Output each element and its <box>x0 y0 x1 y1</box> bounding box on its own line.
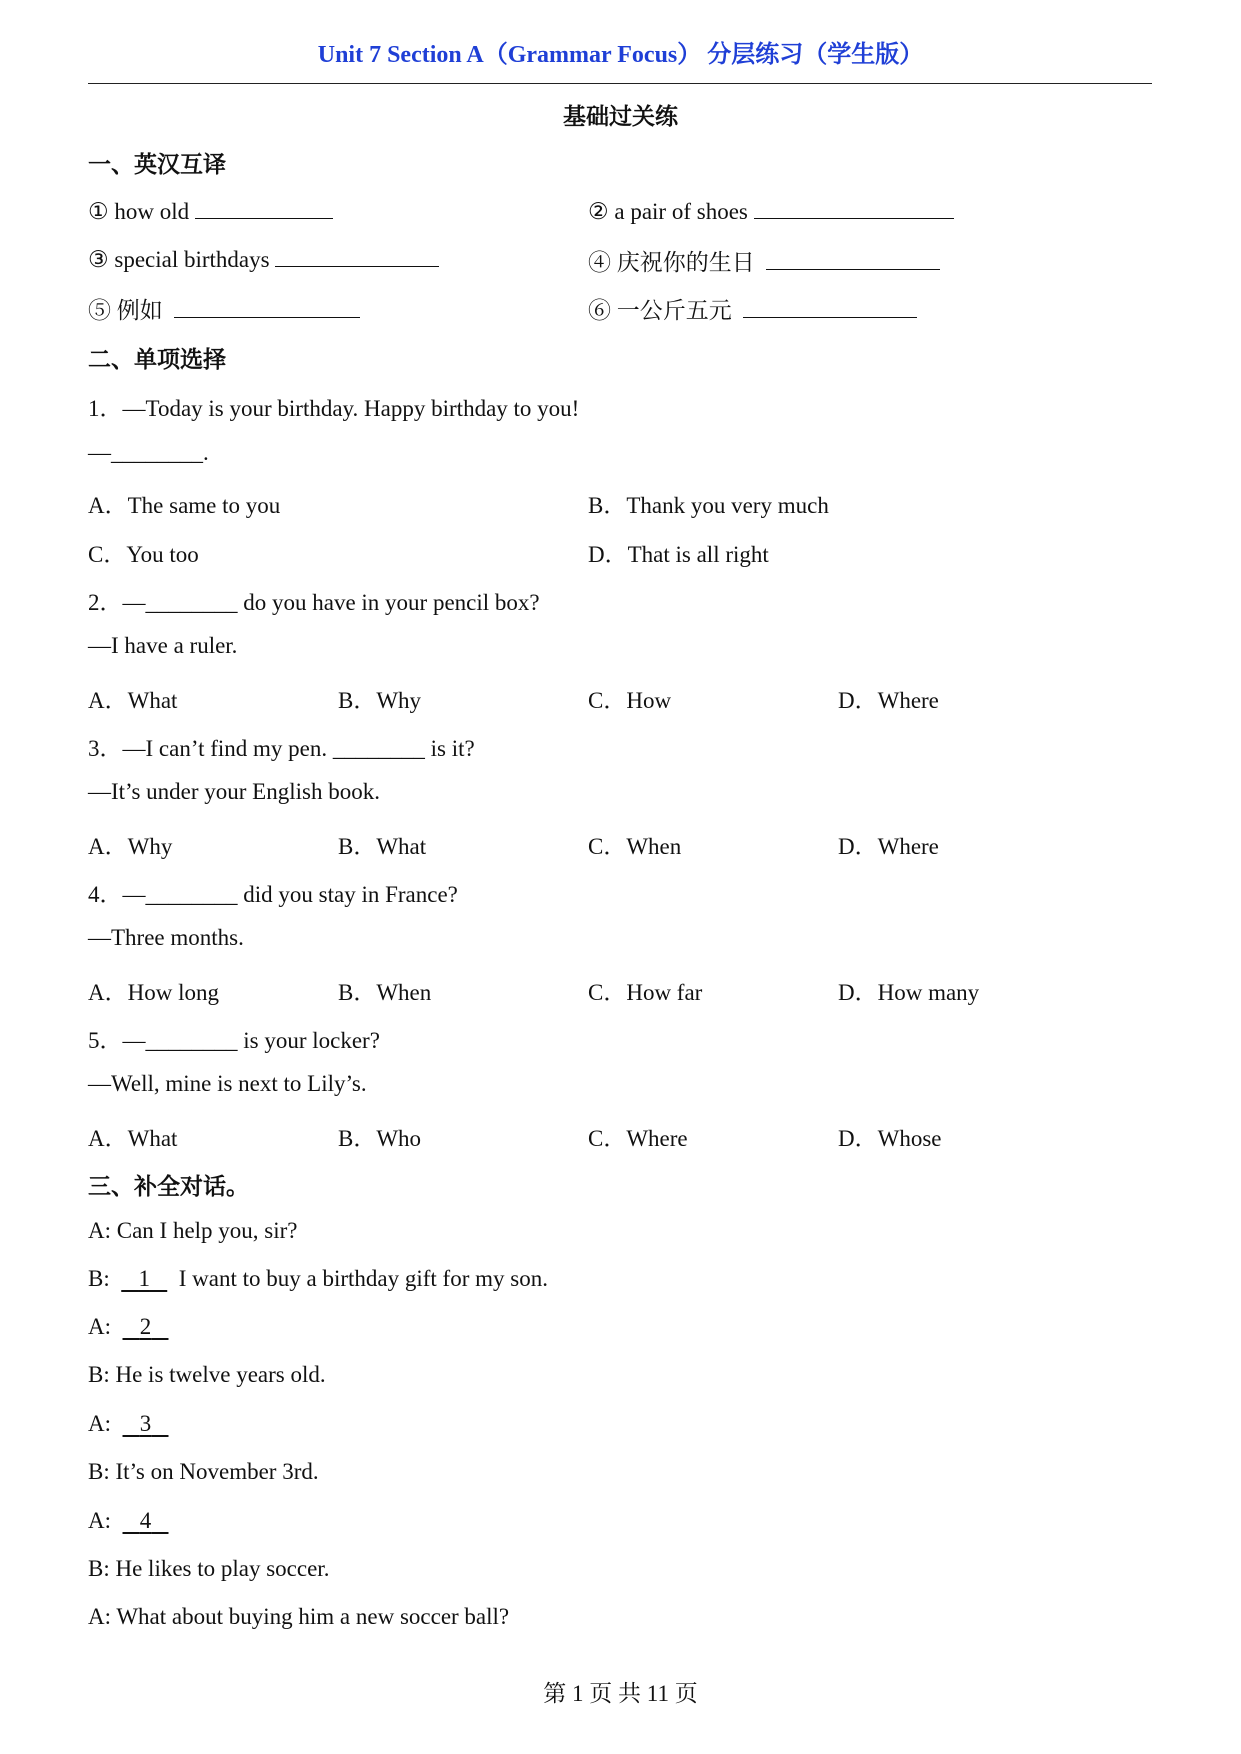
q3-option-c[interactable]: C．When <box>588 834 682 859</box>
dialogue-line-7: A: 4 <box>88 1508 169 1534</box>
q4-option-c[interactable]: C．How far <box>588 980 703 1005</box>
section-heading-dialogue: 三、补全对话。 <box>88 1174 249 1199</box>
q4-option-a[interactable]: A．How long <box>88 980 219 1005</box>
question-4-response: —Three months. <box>88 925 244 950</box>
answer-blank[interactable] <box>174 295 360 318</box>
answer-blank[interactable] <box>754 196 954 219</box>
translation-item-3: ③ special birthdays <box>88 244 439 273</box>
q5-option-d[interactable]: D．Whose <box>838 1126 942 1151</box>
q1-option-a[interactable]: A．The same to you <box>88 493 281 518</box>
dialogue-line-2: B: 1 I want to buy a birthday gift for my son. <box>88 1266 548 1291</box>
dialogue-line-1: A: Can I help you, sir? <box>88 1218 298 1243</box>
question-1-stem: 1．—Today is your birthday. Happy birthday to you! <box>88 396 580 421</box>
dialogue-line-6: B: It’s on November 3rd. <box>88 1459 319 1484</box>
q1-option-c[interactable]: C．You too <box>88 542 199 567</box>
translation-item-6: ⑥ 一公斤五元 <box>588 292 917 325</box>
q4-option-b[interactable]: B．When <box>338 980 432 1005</box>
question-3-stem: 3．—I can’t find my pen. ________ is it? <box>88 736 475 761</box>
q2-option-b[interactable]: B．Why <box>338 688 422 713</box>
q5-option-b[interactable]: B．Who <box>338 1126 422 1151</box>
section-heading-translation: 一、英汉互译 <box>88 152 226 177</box>
q5-option-c[interactable]: C．Where <box>588 1126 688 1151</box>
q4-option-d[interactable]: D．How many <box>838 980 980 1005</box>
q3-option-d[interactable]: D．Where <box>838 834 939 859</box>
dialogue-line-9: A: What about buying him a new soccer ball? <box>88 1604 510 1629</box>
answer-blank[interactable] <box>766 247 940 270</box>
dialogue-line-3: A: 2 <box>88 1314 169 1340</box>
header-divider <box>88 83 1152 84</box>
q3-option-b[interactable]: B．What <box>338 834 427 859</box>
question-5-stem: 5．—________ is your locker? <box>88 1028 380 1053</box>
q2-option-a[interactable]: A．What <box>88 688 178 713</box>
q1-option-b[interactable]: B．Thank you very much <box>588 493 829 518</box>
answer-blank[interactable] <box>195 196 333 219</box>
page-header-title: Unit 7 Section A（Grammar Focus） 分层练习（学生版） <box>317 42 924 68</box>
dialogue-line-8: B: He likes to play soccer. <box>88 1556 330 1581</box>
translation-item-5: ⑤ 例如 <box>88 292 360 325</box>
answer-blank[interactable] <box>743 295 917 318</box>
page-number: 第 1 页 共 11 页 <box>543 1681 698 1706</box>
question-1-response: —________. <box>88 440 209 465</box>
q5-option-a[interactable]: A．What <box>88 1126 178 1151</box>
answer-blank[interactable] <box>275 244 439 267</box>
dialogue-line-5: A: 3 <box>88 1411 169 1437</box>
question-2-response: —I have a ruler. <box>88 633 238 658</box>
q2-option-c[interactable]: C．How <box>588 688 672 713</box>
page-subtitle: 基础过关练 <box>563 104 678 129</box>
translation-item-2: ② a pair of shoes <box>588 196 954 225</box>
dialogue-blank-1[interactable]: 1 <box>138 1266 150 1291</box>
dialogue-blank-3[interactable]: 3 <box>139 1411 152 1436</box>
q1-option-d[interactable]: D．That is all right <box>588 542 769 567</box>
question-3-response: —It’s under your English book. <box>88 779 380 804</box>
dialogue-line-4: B: He is twelve years old. <box>88 1362 326 1387</box>
question-5-response: —Well, mine is next to Lily’s. <box>88 1071 367 1096</box>
dialogue-blank-2[interactable]: 2 <box>139 1314 152 1339</box>
q3-option-a[interactable]: A．Why <box>88 834 173 859</box>
translation-item-4: ④ 庆祝你的生日 <box>588 244 940 277</box>
dialogue-blank-4[interactable]: 4 <box>139 1508 152 1533</box>
question-4-stem: 4．—________ did you stay in France? <box>88 882 458 907</box>
translation-item-1: ① how old <box>88 196 333 225</box>
q2-option-d[interactable]: D．Where <box>838 688 939 713</box>
question-2-stem: 2．—________ do you have in your pencil box? <box>88 590 540 615</box>
section-heading-multiple-choice: 二、单项选择 <box>88 347 226 372</box>
